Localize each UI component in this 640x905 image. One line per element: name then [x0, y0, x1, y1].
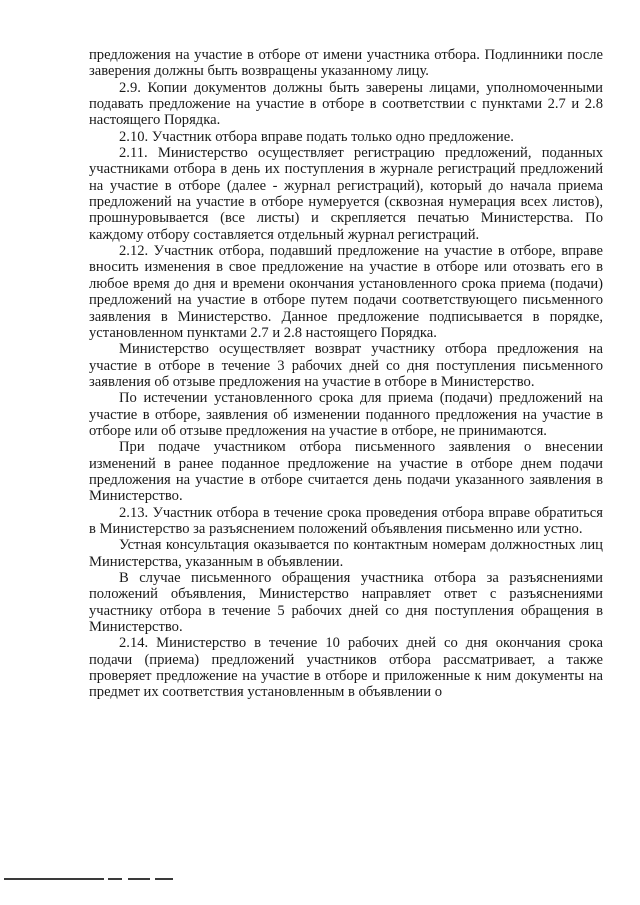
paragraph-2-12: 2.12. Участник отбора, подавший предложение на участие в отборе, вправе вносить изменения в свое предложение на участие в отборе или отозвать его в любое время до дня и времени окончания установленного срока приема (подачи) предложений на участие в отборе путем подачи соответствующего письменного заявления в Министерство. Данное предложение подписывается в порядке, установленном пунктами 2.7 и 2.8 настоящего Порядка. [89, 243, 603, 341]
paragraph-continuation: предложения на участие в отборе от имени участника отбора. Подлинники после заверения должны быть возвращены указанному лицу. [89, 47, 603, 80]
paragraph-2-14: 2.14. Министерство в течение 10 рабочих дней со дня окончания срока подачи (приема) предложений участников отбора рассматривает, а также проверяет предложение на участие в отборе и приложенные к ним документы на предмет их соответствия установленным в объявлении о [89, 635, 603, 701]
paragraph-2-13-written: В случае письменного обращения участника отбора за разъяснениями положений объявления, Министерство направляет ответ с разъяснениями участнику отбора в течение 5 рабочих дней со дня поступления обращения в Министерство. [89, 570, 603, 636]
scan-artifact-dash [108, 878, 122, 880]
paragraph-2-12-deadline: По истечении установленного срока для приема (подачи) предложений на участие в отборе, заявления об изменении поданного предложения на участие в отборе или об отзыве предложения на участие в отборе, не принимаются. [89, 390, 603, 439]
paragraph-2-12-changes: При подаче участником отбора письменного заявления о внесении изменений в ранее поданное предложение на участие в отборе днем подачи предложения на участие в отборе считается день подачи указанного заявления в Министерство. [89, 439, 603, 505]
paragraph-2-12-return: Министерство осуществляет возврат участнику отбора предложения на участие в отборе в течение 3 рабочих дней со дня поступления письменного заявления об отзыве предложения на участие в отборе в Министерство. [89, 341, 603, 390]
paragraph-2-10: 2.10. Участник отбора вправе подать только одно предложение. [119, 128, 514, 145]
paragraph-2-13: 2.13. Участник отбора в течение срока проведения отбора вправе обратиться в Министерство за разъяснением положений объявления письменно или устно. [89, 504, 603, 537]
paragraph-2-9: 2.9. Копии документов должны быть заверены лицами, уполномоченными подавать предложение на участие в отборе в соответствии с пунктами 2.7 и 2.8 настоящего Порядка. [89, 79, 603, 129]
scan-artifact-dash [155, 878, 173, 880]
paragraph-2-13-oral: Устная консультация оказывается по контактным номерам должностных лиц Министерства, указанным в объявлении. [89, 537, 603, 570]
paragraph-2-11: 2.11. Министерство осуществляет регистрацию предложений, поданных участниками отбора в день их поступления в журнале регистраций предложений на участие в отборе (далее - журнал регистраций), который до начала приема предложений на участие в отборе нумеруется (сквозная нумерация всех листов), прошнуровывается (все листы) и скрепляется печатью Министерства. По каждому отбору составляется отдельный журнал регистраций. [89, 145, 603, 243]
document-body [89, 47, 603, 701]
scan-artifact-line [4, 878, 104, 880]
scan-artifact-dash [128, 878, 150, 880]
